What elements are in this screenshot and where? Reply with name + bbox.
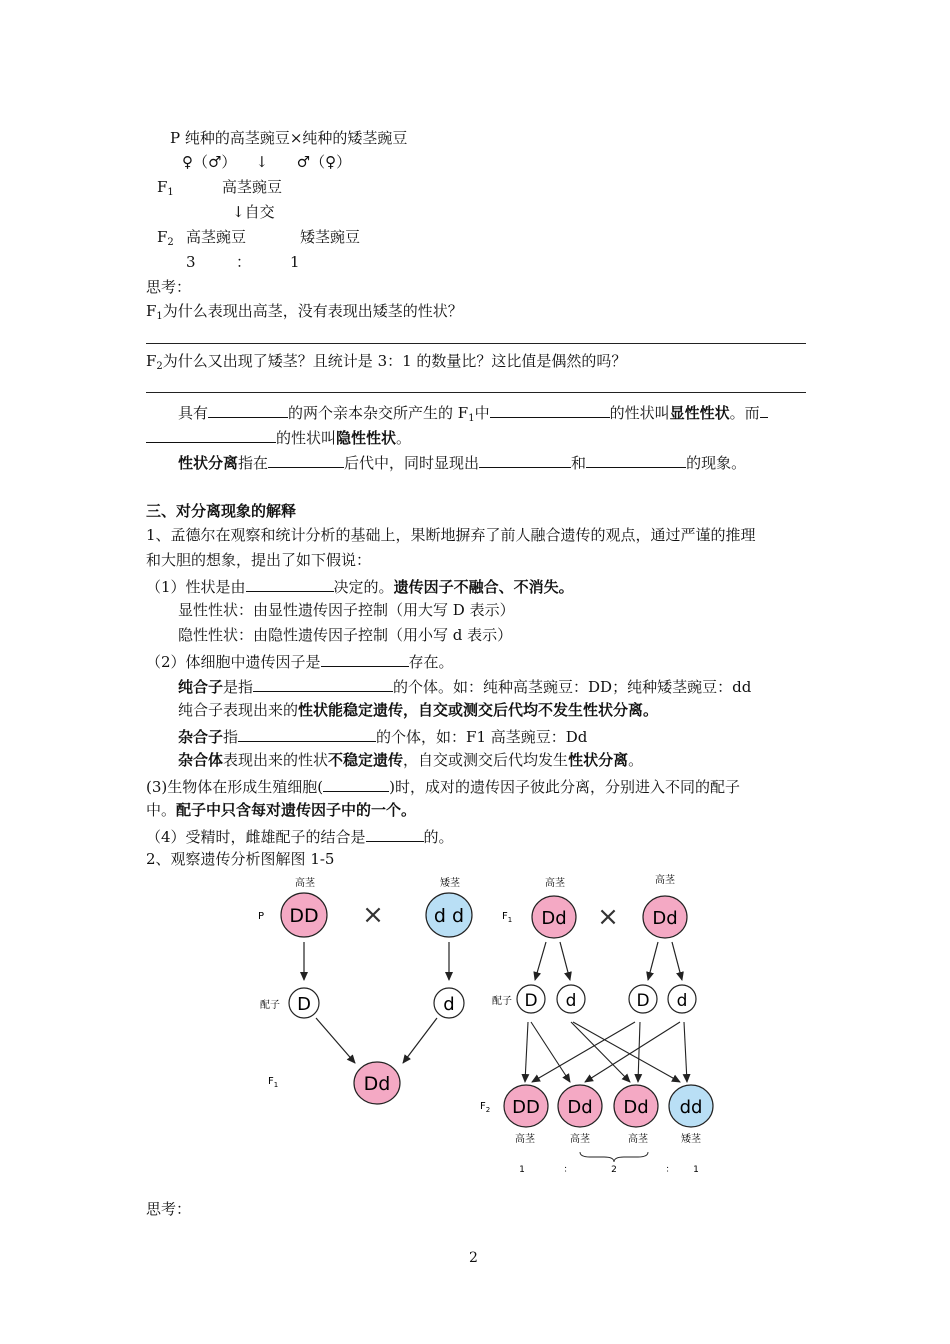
arrow	[525, 1022, 528, 1082]
homozygote-note: 纯合子表现出来的性状能稳定遗传，自交或测交后代均不发生性状分离。	[178, 701, 659, 719]
f1-parent-dd-right-text: Dd	[652, 908, 678, 929]
cross-sex-line: ♀（♂） ↓ ♂（♀）	[182, 153, 352, 171]
paragraph-1-line-2: 和大胆的想象，提出了如下假说：	[146, 551, 372, 569]
heterozygote-definition: 杂合子指 的个体，如：F1 高茎豌豆：Dd	[178, 725, 587, 747]
genetic-analysis-diagram	[240, 868, 740, 1178]
cross-f1-label: $F_1$	[157, 178, 174, 198]
gamete-d-lower-text: d	[443, 994, 455, 1015]
arrow	[573, 1022, 680, 1082]
arrow	[316, 1018, 355, 1063]
cross-f2-tall: 高茎豌豆	[186, 228, 247, 246]
blank[interactable]	[321, 650, 409, 667]
arrow	[535, 942, 546, 980]
blank[interactable]	[246, 575, 334, 592]
tall-label: 高茎	[655, 875, 675, 886]
arrow	[532, 1022, 635, 1082]
def-dominant-line: 具有 的两个亲本杂交所产生的 $F_1$中 的性状叫显性性状。而	[178, 401, 768, 423]
ratio-value: 1	[693, 1165, 699, 1175]
cross-f2-short: 矮茎豌豆	[300, 228, 361, 246]
section-heading: 三、对分离现象的解释	[146, 502, 297, 520]
homozygote-definition: 纯合子是指 的个体。如：纯种高茎豌豆：DD；纯种矮茎豌豆：dd	[178, 675, 751, 697]
blank[interactable]	[253, 675, 393, 692]
paragraph-1-line-1: 1、孟德尔在观察和统计分析的基础上，果断地摒弃了前人融合遗传的观点，通过严谨的推理	[146, 526, 756, 544]
arrow	[585, 1022, 680, 1082]
short-label: 矮茎	[440, 878, 460, 889]
hypothesis-3: (3)生物体在形成生殖细胞( )时，成对的遗传因子彼此分离，分别进入不同的配子	[146, 775, 740, 797]
parent-dd-tall-text: DD	[289, 905, 319, 927]
blank[interactable]	[366, 825, 424, 842]
f1-label: $F_1$	[268, 1076, 279, 1089]
f1-parent-dd-left-text: Dd	[541, 908, 567, 929]
page-number: 2	[469, 1250, 478, 1266]
parent-dd-short-text: d d	[433, 905, 465, 927]
blank[interactable]	[490, 401, 610, 418]
f2-offspring-text: Dd	[567, 1097, 593, 1118]
cross-ratio-colon: ：	[236, 253, 252, 271]
gamete-text: D	[636, 991, 650, 1011]
f2-phenotype-label: 高茎	[570, 1134, 590, 1145]
question-1: $F_1$为什么表现出高茎，没有表现出矮茎的性状？	[146, 302, 463, 322]
cross-ratio-1: 1	[290, 253, 300, 271]
gamete-text: D	[524, 991, 538, 1011]
def-segregation-line: 性状分离指在 后代中，同时显现出 和 的现象。	[178, 451, 746, 473]
f1-label-right: $F_1$	[502, 911, 513, 924]
def-recessive-line: 的性状叫隐性性状。	[146, 426, 411, 448]
cross-selfing: ↓自交	[232, 203, 275, 221]
f2-offspring-text: dd	[679, 1097, 703, 1118]
arrow	[672, 942, 682, 980]
blank[interactable]	[323, 775, 389, 792]
hypothesis-2: （2）体细胞中遗传因子是 存在。	[146, 650, 454, 672]
hypothesis-3-cont: 中。配子中只含每对遗传因子中的一个。	[146, 801, 417, 819]
blank[interactable]	[760, 401, 768, 418]
ratio-value: 1	[519, 1165, 525, 1175]
arrow	[560, 942, 570, 980]
ratio-colon: ：	[665, 1165, 675, 1175]
think-label: 思考：	[146, 278, 192, 296]
p-label: P	[258, 911, 265, 922]
dominant-trait-note: 显性性状：由显性遗传因子控制（用大写 D 表示）	[178, 601, 515, 619]
cross-f2-label: $F_2$	[157, 228, 174, 248]
cross-parent-line: P 纯种的高茎豌豆×纯种的矮茎豌豆	[170, 129, 408, 147]
cross-ratio-3: 3	[186, 253, 196, 271]
f2-offspring-text: DD	[512, 1097, 540, 1118]
gamete-label: 配子	[492, 996, 512, 1007]
f2-phenotype-label: 矮茎	[681, 1134, 701, 1145]
blank[interactable]	[238, 725, 376, 742]
arrow	[684, 1022, 687, 1082]
tall-label: 高茎	[295, 878, 315, 889]
arrow	[403, 1018, 437, 1063]
think-label-2: 思考：	[146, 1200, 192, 1218]
gamete-text: d	[565, 991, 577, 1011]
heterozygote-note: 杂合体表现出来的性状不稳定遗传，自交或测交后代均发生性状分离。	[178, 751, 644, 769]
arrow	[648, 942, 658, 980]
cross-sign: ×	[597, 902, 619, 932]
hypothesis-1: （1）性状是由 决定的。遗传因子不融合、不消失。	[146, 575, 574, 597]
brace	[580, 1152, 648, 1162]
arrow	[638, 1022, 640, 1082]
figure-caption: 2、观察遗传分析图解图 1-5	[146, 850, 335, 868]
tall-label: 高茎	[545, 878, 565, 889]
gamete-label: 配子	[260, 1000, 280, 1011]
blank[interactable]	[268, 451, 344, 468]
hypothesis-4: （4）受精时，雌雄配子的结合是 的。	[146, 825, 454, 847]
f2-phenotype-label: 高茎	[515, 1134, 535, 1145]
f2-phenotype-label: 高茎	[628, 1134, 648, 1145]
recessive-trait-note: 隐性性状：由隐性遗传因子控制（用小写 d 表示）	[178, 626, 513, 644]
question-2: $F_2$为什么又出现了矮茎？且统计是 3：1 的数量比？这比值是偶然的吗？	[146, 352, 627, 372]
gamete-text: d	[676, 991, 688, 1011]
arrow	[571, 1022, 630, 1082]
gamete-d-upper-text: D	[297, 994, 311, 1015]
answer-line-2	[146, 392, 806, 393]
blank[interactable]	[208, 401, 288, 418]
offspring-dd-text: Dd	[363, 1073, 391, 1095]
blank[interactable]	[146, 426, 276, 443]
ratio-colon: ：	[563, 1165, 573, 1175]
blank[interactable]	[479, 451, 571, 468]
f2-offspring-text: Dd	[623, 1097, 649, 1118]
cross-sign: ×	[362, 900, 384, 930]
blank[interactable]	[586, 451, 686, 468]
answer-line-1	[146, 343, 806, 344]
ratio-value: 2	[611, 1165, 617, 1175]
f2-label: $F_2$	[480, 1101, 491, 1114]
arrow	[531, 1022, 570, 1082]
cross-f1-text: 高茎豌豆	[222, 178, 283, 196]
